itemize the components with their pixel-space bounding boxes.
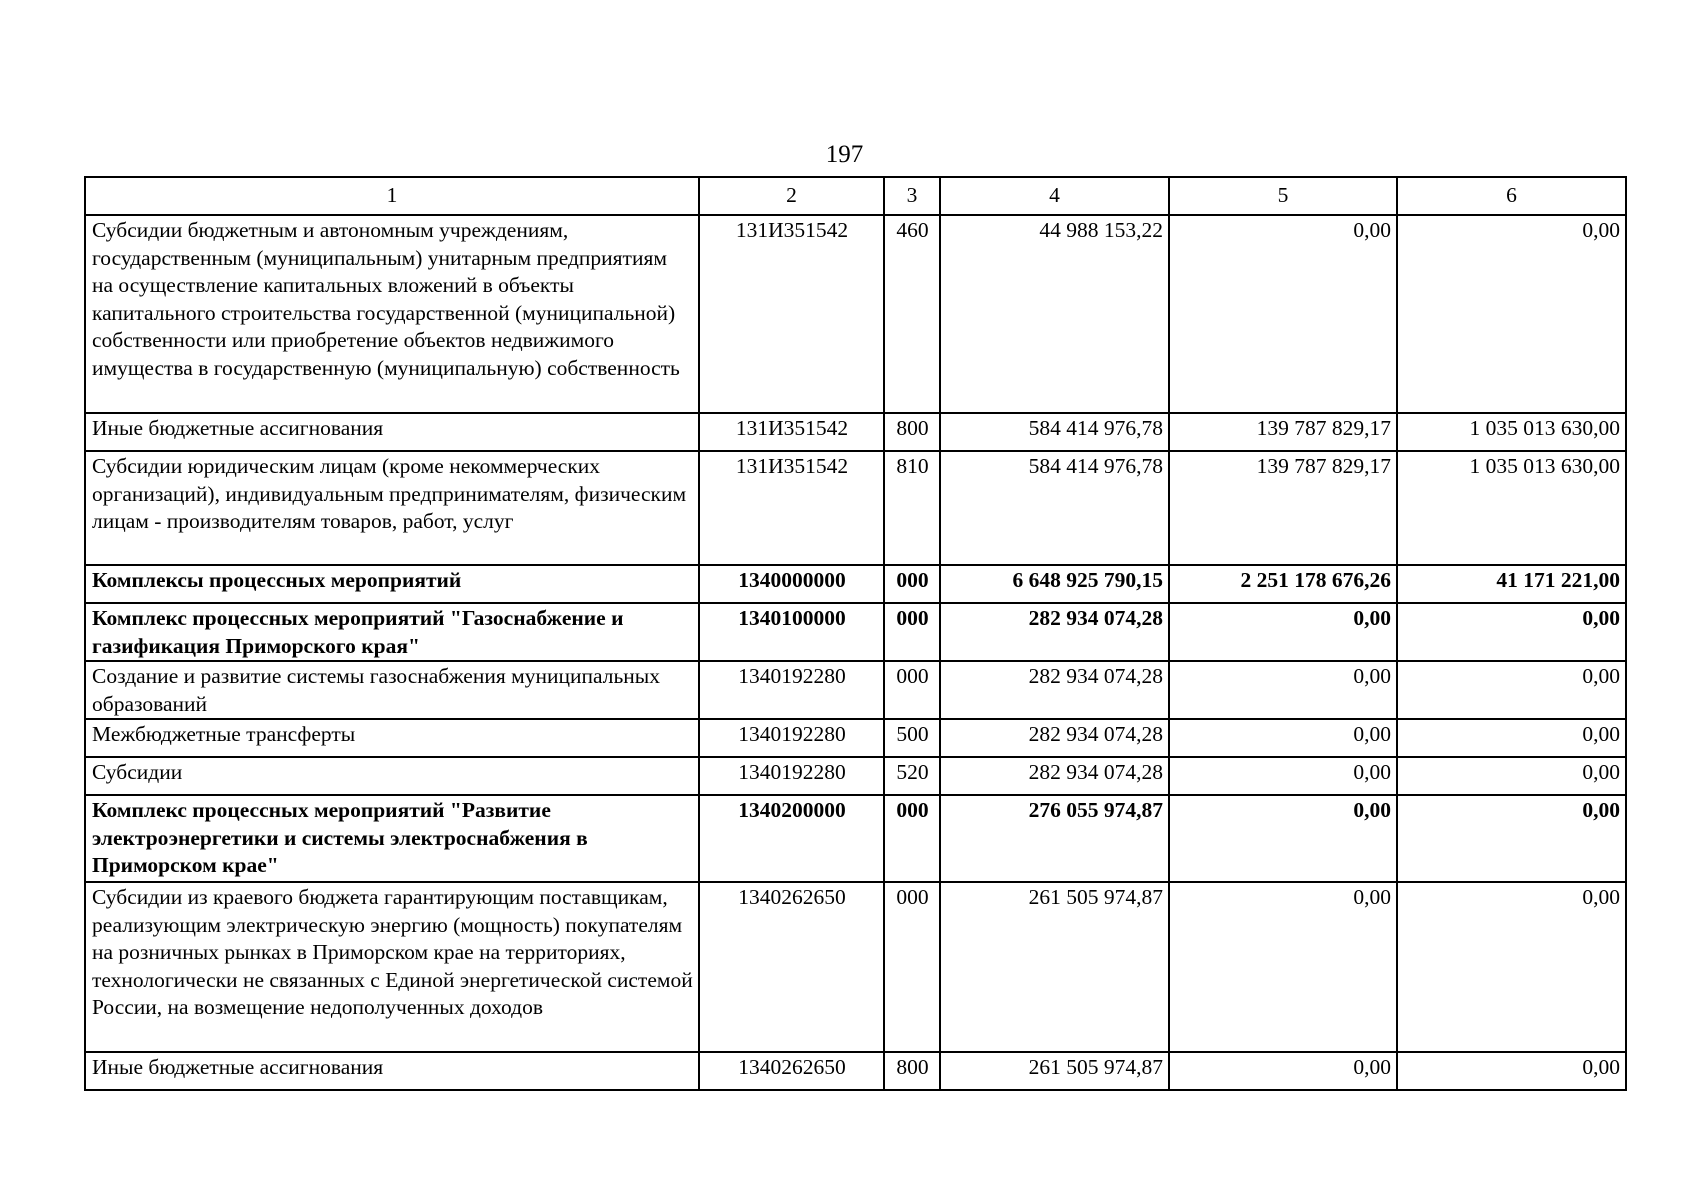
row-value-4: 282 934 074,28 — [940, 603, 1169, 661]
row-value-6: 41 171 221,00 — [1397, 565, 1626, 603]
row-value-5: 0,00 — [1169, 215, 1397, 413]
row-name: Создание и развитие системы газоснабжения муниципальных образований — [85, 661, 699, 719]
row-value-5: 0,00 — [1169, 795, 1397, 882]
row-name: Субсидии из краевого бюджета гарантирующим поставщикам, реализующим электрическую энергию (мощность) покупателям на розничных рынках в Приморском крае на территориях, технологически не связанных с Единой энергетической системой России, на возмещение недополученных доходов — [85, 882, 699, 1052]
table-row — [85, 603, 1626, 661]
row-value-4: 584 414 976,78 — [940, 451, 1169, 565]
table-row — [85, 565, 1626, 603]
row-value-4: 282 934 074,28 — [940, 719, 1169, 757]
row-code: 131И351542 — [699, 413, 884, 451]
row-name: Иные бюджетные ассигнования — [85, 413, 699, 451]
row-value-4: 584 414 976,78 — [940, 413, 1169, 451]
table-row — [85, 757, 1626, 795]
row-type: 000 — [884, 882, 940, 1052]
row-value-4: 261 505 974,87 — [940, 1052, 1169, 1090]
row-value-5: 0,00 — [1169, 719, 1397, 757]
table-row — [85, 795, 1626, 882]
row-type: 500 — [884, 719, 940, 757]
row-code: 1340200000 — [699, 795, 884, 882]
table-row — [85, 1052, 1626, 1090]
row-value-5: 0,00 — [1169, 1052, 1397, 1090]
row-value-6: 0,00 — [1397, 757, 1626, 795]
row-value-4: 44 988 153,22 — [940, 215, 1169, 413]
row-value-4: 282 934 074,28 — [940, 757, 1169, 795]
row-name: Комплекс процессных мероприятий "Развитие электроэнергетики и системы электроснабжения в Приморском крае" — [85, 795, 699, 882]
row-code: 1340100000 — [699, 603, 884, 661]
row-type: 810 — [884, 451, 940, 565]
row-value-6: 1 035 013 630,00 — [1397, 413, 1626, 451]
row-code: 131И351542 — [699, 451, 884, 565]
row-value-5: 0,00 — [1169, 603, 1397, 661]
table-row — [85, 215, 1626, 413]
row-value-4: 261 505 974,87 — [940, 882, 1169, 1052]
column-header: 5 — [1169, 177, 1397, 215]
row-type: 000 — [884, 565, 940, 603]
table-row — [85, 719, 1626, 757]
row-value-5: 0,00 — [1169, 661, 1397, 719]
row-name: Субсидии — [85, 757, 699, 795]
row-value-5: 0,00 — [1169, 757, 1397, 795]
page-number: 197 — [825, 141, 864, 168]
column-header: 6 — [1397, 177, 1626, 215]
row-type: 800 — [884, 413, 940, 451]
table-row — [85, 413, 1626, 451]
column-header: 1 — [85, 177, 699, 215]
row-value-6: 0,00 — [1397, 215, 1626, 413]
row-value-6: 0,00 — [1397, 719, 1626, 757]
row-value-5: 0,00 — [1169, 882, 1397, 1052]
row-name: Субсидии бюджетным и автономным учреждениям, государственным (муниципальным) унитарным предприятиям на осуществление капитальных вложений в объекты капитального строительства государственной (муниципальной) собственности или приобретение объектов недвижимого имущества в государственную (муниципальную) собственность — [85, 215, 699, 413]
row-name: Комплексы процессных мероприятий — [85, 565, 699, 603]
row-value-4: 276 055 974,87 — [940, 795, 1169, 882]
row-type: 000 — [884, 603, 940, 661]
table-row — [85, 451, 1626, 565]
row-value-6: 1 035 013 630,00 — [1397, 451, 1626, 565]
row-value-6: 0,00 — [1397, 603, 1626, 661]
row-type: 460 — [884, 215, 940, 413]
column-header: 4 — [940, 177, 1169, 215]
row-name: Комплекс процессных мероприятий "Газоснабжение и газификация Приморского края" — [85, 603, 699, 661]
table-row — [85, 882, 1626, 1052]
row-value-5: 139 787 829,17 — [1169, 451, 1397, 565]
budget-table — [84, 176, 1627, 1091]
row-value-4: 282 934 074,28 — [940, 661, 1169, 719]
row-type: 800 — [884, 1052, 940, 1090]
table-header-row — [85, 177, 1626, 215]
row-name: Иные бюджетные ассигнования — [85, 1052, 699, 1090]
row-code: 131И351542 — [699, 215, 884, 413]
column-header: 3 — [884, 177, 940, 215]
row-value-6: 0,00 — [1397, 795, 1626, 882]
row-type: 520 — [884, 757, 940, 795]
row-code: 1340192280 — [699, 757, 884, 795]
table-row — [85, 661, 1626, 719]
row-value-6: 0,00 — [1397, 1052, 1626, 1090]
row-type: 000 — [884, 661, 940, 719]
row-code: 1340262650 — [699, 882, 884, 1052]
row-code: 1340192280 — [699, 719, 884, 757]
row-code: 1340192280 — [699, 661, 884, 719]
row-code: 1340262650 — [699, 1052, 884, 1090]
row-value-6: 0,00 — [1397, 661, 1626, 719]
row-name: Межбюджетные трансферты — [85, 719, 699, 757]
row-value-4: 6 648 925 790,15 — [940, 565, 1169, 603]
row-name: Субсидии юридическим лицам (кроме некоммерческих организаций), индивидуальным предпринимателям, физическим лицам - производителям товаров, работ, услуг — [85, 451, 699, 565]
row-value-6: 0,00 — [1397, 882, 1626, 1052]
row-value-5: 2 251 178 676,26 — [1169, 565, 1397, 603]
row-code: 1340000000 — [699, 565, 884, 603]
column-header: 2 — [699, 177, 884, 215]
row-value-5: 139 787 829,17 — [1169, 413, 1397, 451]
row-type: 000 — [884, 795, 940, 882]
